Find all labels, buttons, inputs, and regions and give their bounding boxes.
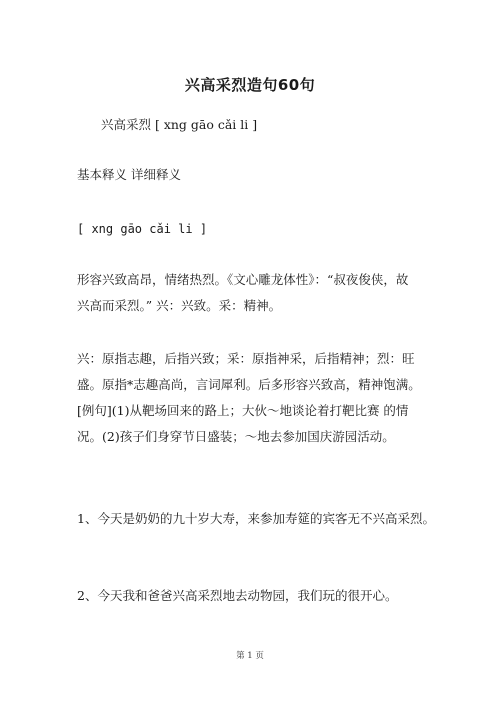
- detail-line-1: 兴：原指志趣，后指兴致；采：原指神采，后指精神；烈：旺: [77, 351, 415, 366]
- pinyin-bracket: [ xng gāo cǎi li ]: [77, 222, 208, 236]
- definition-tabs-line: 基本释义 详细释义: [77, 167, 181, 182]
- detail-line-3: [例句](1)从靶场回来的路上；大伙～地谈论着打靶比赛 的情: [77, 403, 409, 418]
- pinyin-line: 兴高采烈 [ xng gāo cǎi li ]: [101, 117, 258, 132]
- detail-line-2: 盛。原指*志趣高尚，言词犀利。后多形容兴致高，精神饱满。: [77, 377, 421, 392]
- definition-line-1: 形容兴致高昂，情绪热烈。《文心雕龙体性》：“叔夜俊侠，故: [77, 272, 409, 287]
- example-sentence-2: 2、今天我和爸爸兴高采烈地去动物园，我们玩的很开心。: [77, 588, 398, 603]
- page-title: 兴高采烈造句60句: [184, 76, 316, 94]
- definition-line-2: 兴高而采烈。” 兴：兴致。采：精神。: [77, 298, 282, 313]
- page-number: 第 1 页: [236, 651, 264, 661]
- detail-line-4: 况。(2)孩子们身穿节日盛装；～地去参加国庆游园活动。: [77, 429, 395, 444]
- example-sentence-1: 1、今天是奶奶的九十岁大寿，来参加寿筵的宾客无不兴高采烈。: [77, 511, 435, 526]
